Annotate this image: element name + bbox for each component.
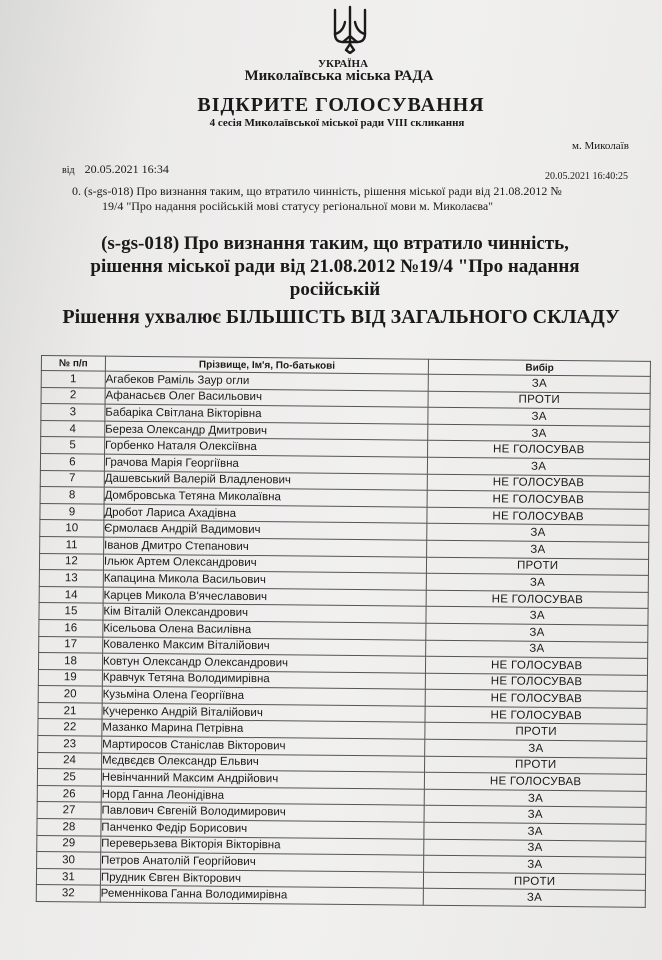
agenda-line-2: 19/4 "Про надання російській мові статусу регіональної мови м. Миколаєва" <box>102 199 494 213</box>
vote-end-timestamp: 20.05.2021 16:40:25 <box>545 171 629 182</box>
vote-choice: ЗА <box>428 424 650 443</box>
row-number: 26 <box>37 785 101 802</box>
question-title-line-1: (s-gs-018) Про визнання таким, що втратило чинність, <box>101 233 569 254</box>
row-number: 14 <box>39 586 103 603</box>
deputy-name: Панченко Федір Борисович <box>101 819 425 839</box>
row-number: 29 <box>37 835 101 852</box>
row-number: 10 <box>40 520 104 537</box>
row-number: 18 <box>38 653 102 670</box>
question-title-line-2: рішення міської ради від 21.08.2012 №19/4 "Про надання <box>90 256 580 277</box>
deputy-name: Мартиросов Станіслав Вікторович <box>102 736 426 756</box>
header-choice: Вибір <box>429 359 651 376</box>
row-number: 20 <box>38 686 102 703</box>
deputy-name: Петров Анатолій Георгійович <box>100 852 424 872</box>
deputy-name: Мазанко Марина Петрівна <box>102 720 426 740</box>
vote-choice: НЕ ГОЛОСУВАВ <box>427 590 649 609</box>
deputy-name: Капацина Микола Васильович <box>103 570 427 590</box>
vote-choice: НЕ ГОЛОСУВАВ <box>426 673 648 692</box>
row-number: 16 <box>39 619 103 636</box>
deputy-name: Іванов Дмитро Степанович <box>103 537 427 557</box>
header-name: Прізвище, Ім'я, По-батькові <box>105 356 429 374</box>
row-number: 28 <box>37 819 101 836</box>
deputy-name: Кісельова Олена Василівна <box>103 620 427 640</box>
deputy-name: Коваленко Максим Віталійович <box>103 637 427 657</box>
votes-table <box>36 355 651 908</box>
deputy-name: Ільюк Артем Олександрович <box>103 554 427 574</box>
vote-choice: ЗА <box>426 623 648 642</box>
vote-choice: ЗА <box>424 889 646 908</box>
row-number: 3 <box>41 404 105 421</box>
country-name: УКРАЇНА <box>317 58 369 70</box>
vote-choice: ЗА <box>427 573 649 592</box>
vote-choice: ПРОТИ <box>425 723 647 742</box>
row-number: 32 <box>36 885 100 902</box>
row-number: 2 <box>41 387 105 404</box>
vote-choice: ЗА <box>429 374 651 393</box>
deputy-name: Дашевський Валерій Владленович <box>104 471 428 491</box>
vote-choice: ЗА <box>424 822 646 841</box>
vote-choice: ЗА <box>427 540 649 559</box>
deputy-name: Береза Олександр Дмитрович <box>105 421 429 441</box>
vote-choice: НЕ ГОЛОСУВАВ <box>428 474 650 493</box>
vote-choice: НЕ ГОЛОСУВАВ <box>428 441 650 460</box>
vote-choice: ЗА <box>424 839 646 858</box>
row-number: 7 <box>40 470 104 487</box>
row-number: 13 <box>39 570 103 587</box>
row-number: 11 <box>40 536 104 553</box>
vote-choice: ПРОТИ <box>424 872 646 891</box>
vote-choice: НЕ ГОЛОСУВАВ <box>427 490 649 509</box>
decision-rule: Рішення ухвалює БІЛЬШІСТЬ ВІД ЗАГАЛЬНОГО СКЛАДУ <box>62 306 620 328</box>
row-number: 19 <box>38 669 102 686</box>
deputy-name: Кравчук Тетяна Володимирівна <box>102 670 426 690</box>
deputy-name: Бабаріка Світлана Вікторівна <box>105 404 429 424</box>
agenda-item <box>72 184 642 214</box>
row-number: 22 <box>38 719 102 736</box>
deputy-name: Норд Ганна Леонідівна <box>101 786 425 806</box>
row-number: 31 <box>36 868 100 885</box>
city-name: м. Миколаїв <box>572 140 629 152</box>
vote-choice: НЕ ГОЛОСУВАВ <box>425 772 647 791</box>
header-number: № п/п <box>41 356 105 372</box>
date-open-value: 20.05.2021 16:34 <box>84 162 169 176</box>
row-number: 4 <box>41 420 105 437</box>
vote-choice: НЕ ГОЛОСУВАВ <box>426 689 648 708</box>
deputy-name: Павлович Євгеній Володимирович <box>101 803 425 823</box>
vote-choice: ПРОТИ <box>428 391 650 410</box>
vote-choice: ПРОТИ <box>427 557 649 576</box>
vote-choice: ЗА <box>428 457 650 476</box>
vote-choice: ПРОТИ <box>425 756 647 775</box>
row-number: 15 <box>39 603 103 620</box>
deputy-name: Домбровська Тетяна Миколаївна <box>104 487 428 507</box>
vote-choice: ЗА <box>427 524 649 543</box>
deputy-name: Кім Віталій Олександрович <box>103 603 427 623</box>
row-number: 27 <box>37 802 101 819</box>
deputy-name: Кучеренко Андрій Віталійович <box>102 703 426 723</box>
deputy-name: Кузьміна Олена Георгіївна <box>102 686 426 706</box>
row-number: 17 <box>39 636 103 653</box>
deputy-name: Мєдвєдєв Олександр Ельвич <box>101 753 425 773</box>
document-title: ВІДКРИТЕ ГОЛОСУВАННЯ <box>197 94 485 116</box>
deputy-name: Ковтун Олександр Олександрович <box>102 653 426 673</box>
agenda-line-1: 0. (s-gs-018) Про визнання таким, що втратило чинність, рішення міської ради від 21.08.2012 № <box>72 184 562 198</box>
deputy-name: Грачова Марія Георгіївна <box>104 454 428 474</box>
vote-choice: НЕ ГОЛОСУВАВ <box>427 507 649 526</box>
vote-choice: ЗА <box>424 855 646 874</box>
vote-choice: НЕ ГОЛОСУВАВ <box>426 656 648 675</box>
row-number: 12 <box>39 553 103 570</box>
deputy-name: Дробот Лариса Ахадівна <box>104 504 428 524</box>
deputy-name: Прудник Євген Вікторович <box>100 869 424 889</box>
deputy-name: Єрмолаєв Андрій Вадимович <box>104 520 428 540</box>
row-number: 5 <box>41 437 105 454</box>
vote-start <box>62 162 169 177</box>
vote-choice: НЕ ГОЛОСУВАВ <box>425 706 647 725</box>
row-number: 1 <box>41 371 105 388</box>
deputy-name: Ременнікова Ганна Володимирівна <box>100 885 424 905</box>
row-number: 21 <box>38 702 102 719</box>
row-number: 23 <box>38 736 102 753</box>
session-info: 4 сесія Миколаївської міської ради VIII скликання <box>209 117 465 129</box>
row-number: 24 <box>38 752 102 769</box>
deputy-name: Невінчанний Максим Андрійович <box>101 769 425 789</box>
row-number: 6 <box>40 453 104 470</box>
trident-emblem-icon <box>329 4 371 54</box>
row-number: 25 <box>37 769 101 786</box>
date-open-label: від <box>62 165 75 176</box>
vote-choice: ЗА <box>424 806 646 825</box>
question-title-line-3: російській <box>289 279 381 300</box>
vote-choice: ЗА <box>426 640 648 659</box>
row-number: 8 <box>40 487 104 504</box>
deputy-name: Агабеков Раміль Заур огли <box>105 371 429 391</box>
vote-choice: ЗА <box>428 407 650 426</box>
deputy-name: Переверьзева Вікторія Вікторівна <box>101 836 425 856</box>
vote-choice: ЗА <box>425 789 647 808</box>
vote-choice: ЗА <box>425 739 647 758</box>
council-name: Миколаївська міська РАДА <box>244 68 434 84</box>
deputy-name: Горбенко Наталя Олексіївна <box>104 437 428 457</box>
vote-choice: ЗА <box>426 607 648 626</box>
row-number: 9 <box>40 503 104 520</box>
deputy-name: Карцев Микола В'ячеславович <box>103 587 427 607</box>
row-number: 30 <box>37 852 101 869</box>
deputy-name: Афанасьєв Олег Васильович <box>105 388 429 408</box>
